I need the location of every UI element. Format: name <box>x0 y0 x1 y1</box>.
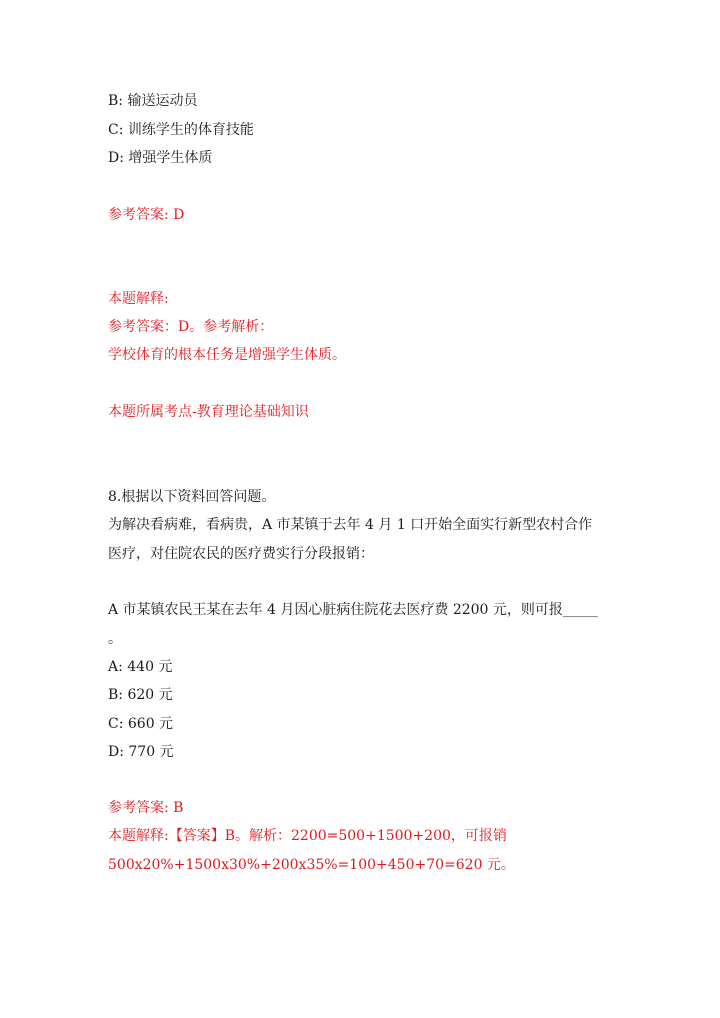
q8-material-line-1: 为解决看病难，看病贵，A 市某镇于去年 4 月 1 口开始全面实行新型农村合作 <box>108 517 593 533</box>
q7-option-b: B: 输送运动员 <box>108 93 198 109</box>
q8-material-line-2: 医疗，对住院农民的医疗费实行分段报销： <box>108 546 374 562</box>
q8-reference-answer: 参考答案: B <box>108 800 184 816</box>
q7-explanation-title: 本题解释: <box>108 291 169 307</box>
q7-explanation-text: 学校体育的根本任务是增强学生体质。 <box>108 347 346 363</box>
q8-explanation-line-2: 500x20%+1500x30%+200x35%=100+450+70=620 元。 <box>108 857 515 873</box>
q8-option-d: D: 770 元 <box>108 744 174 760</box>
q7-explanation-answer: 参考答案：D。参考解析： <box>108 319 274 335</box>
q8-option-c: C: 660 元 <box>108 716 174 732</box>
q7-knowledge-point: 本题所属考点-教育理论基础知识 <box>108 404 309 420</box>
q7-option-d: D: 增强学生体质 <box>108 150 213 166</box>
q8-explanation-line-1: 本题解释:【答案】B。解析：2200=500+1500+200，可报销 <box>108 828 507 844</box>
q8-option-b: B: 620 元 <box>108 687 173 703</box>
q8-option-a: A: 440 元 <box>108 659 173 675</box>
q7-reference-answer: 参考答案: D <box>108 207 185 223</box>
q8-question-line-1: A 市某镇农民王某在去年 4 月因心脏病住院花去医疗费 2200 元，则可报_____ <box>108 602 598 618</box>
q7-option-c: C: 训练学生的体育技能 <box>108 122 254 138</box>
q8-title: 8.根据以下资料回答问题。 <box>108 489 276 505</box>
q8-question-line-2: 。 <box>108 631 122 647</box>
